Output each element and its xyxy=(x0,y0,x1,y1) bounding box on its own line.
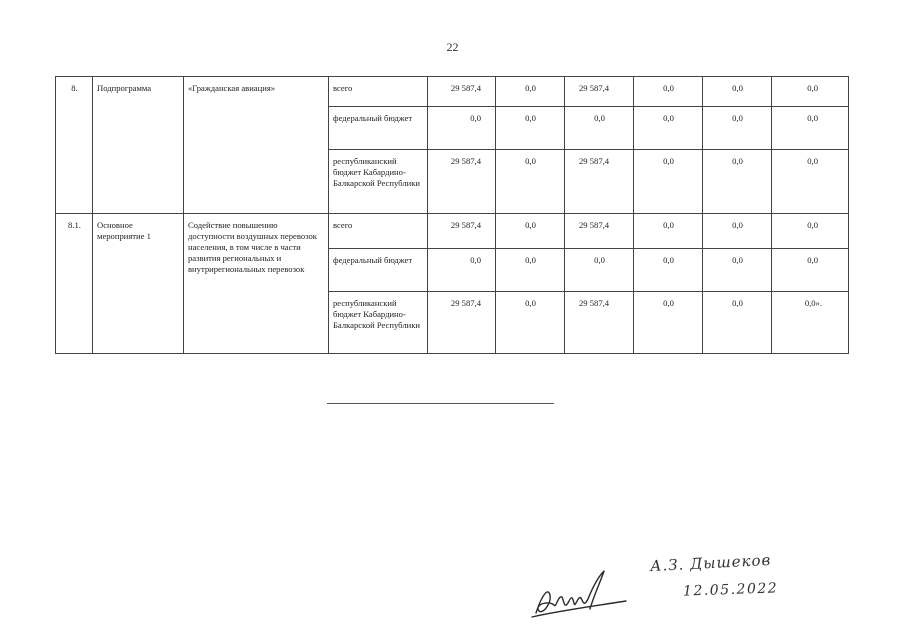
value-cell: 0,0 xyxy=(496,107,565,150)
value-cell: 0,0 xyxy=(703,150,772,214)
value-cell: 0,0 xyxy=(496,150,565,214)
value-cell: 0,0 xyxy=(772,214,849,249)
program-name-cell: «Гражданская авиация» xyxy=(184,77,329,214)
funding-source-cell: федеральный бюджет xyxy=(329,107,428,150)
value-cell: 0,0 xyxy=(772,107,849,150)
value-cell: 0,0 xyxy=(634,249,703,292)
row-number-cell: 8.1. xyxy=(56,214,93,354)
table-row xyxy=(56,77,849,107)
value-cell: 29 587,4 xyxy=(428,292,496,354)
value-cell: 0,0 xyxy=(634,292,703,354)
funding-source-cell: федеральный бюджет xyxy=(329,249,428,292)
value-cell: 29 587,4 xyxy=(565,292,634,354)
program-name-cell: Содействие повышению доступности воздушных перевозок населения, в том числе в части развития региональных и внутрирегиональных перевозок xyxy=(184,214,329,354)
value-cell: 0,0 xyxy=(703,292,772,354)
signature-name-handwritten: А.З. Дышеков xyxy=(649,550,772,576)
value-cell: 29 587,4 xyxy=(428,77,496,107)
value-cell: 0,0 xyxy=(703,107,772,150)
table-row xyxy=(56,214,849,249)
value-cell: 0,0». xyxy=(772,292,849,354)
value-cell: 0,0 xyxy=(634,107,703,150)
value-cell: 29 587,4 xyxy=(565,214,634,249)
funding-source-cell: республиканский бюджет Кабардино-Балкарской Республики xyxy=(329,150,428,214)
status-cell: Основное мероприятие 1 xyxy=(93,214,184,354)
end-of-document-rule xyxy=(327,403,554,404)
value-cell: 29 587,4 xyxy=(428,214,496,249)
value-cell: 0,0 xyxy=(634,77,703,107)
value-cell: 0,0 xyxy=(634,214,703,249)
value-cell: 0,0 xyxy=(703,214,772,249)
value-cell: 0,0 xyxy=(772,249,849,292)
funding-source-cell: всего xyxy=(329,77,428,107)
value-cell: 0,0 xyxy=(703,249,772,292)
signature-date-handwritten: 12.05.2022 xyxy=(682,580,779,600)
value-cell: 0,0 xyxy=(772,150,849,214)
value-cell: 0,0 xyxy=(496,214,565,249)
page-number: 22 xyxy=(446,40,459,54)
value-cell: 0,0 xyxy=(428,249,496,292)
funding-source-cell: всего xyxy=(329,214,428,249)
funding-source-cell: республиканский бюджет Кабардино-Балкарской Республики xyxy=(329,292,428,354)
status-cell: Подпрограмма xyxy=(93,77,184,214)
handwritten-signature xyxy=(528,565,638,625)
value-cell: 0,0 xyxy=(634,150,703,214)
value-cell: 29 587,4 xyxy=(565,77,634,107)
value-cell: 29 587,4 xyxy=(428,150,496,214)
budget-table xyxy=(55,76,849,354)
value-cell: 0,0 xyxy=(772,77,849,107)
value-cell: 0,0 xyxy=(565,249,634,292)
row-number-cell: 8. xyxy=(56,77,93,214)
value-cell: 0,0 xyxy=(428,107,496,150)
value-cell: 29 587,4 xyxy=(565,150,634,214)
value-cell: 0,0 xyxy=(565,107,634,150)
value-cell: 0,0 xyxy=(496,249,565,292)
value-cell: 0,0 xyxy=(703,77,772,107)
value-cell: 0,0 xyxy=(496,292,565,354)
value-cell: 0,0 xyxy=(496,77,565,107)
